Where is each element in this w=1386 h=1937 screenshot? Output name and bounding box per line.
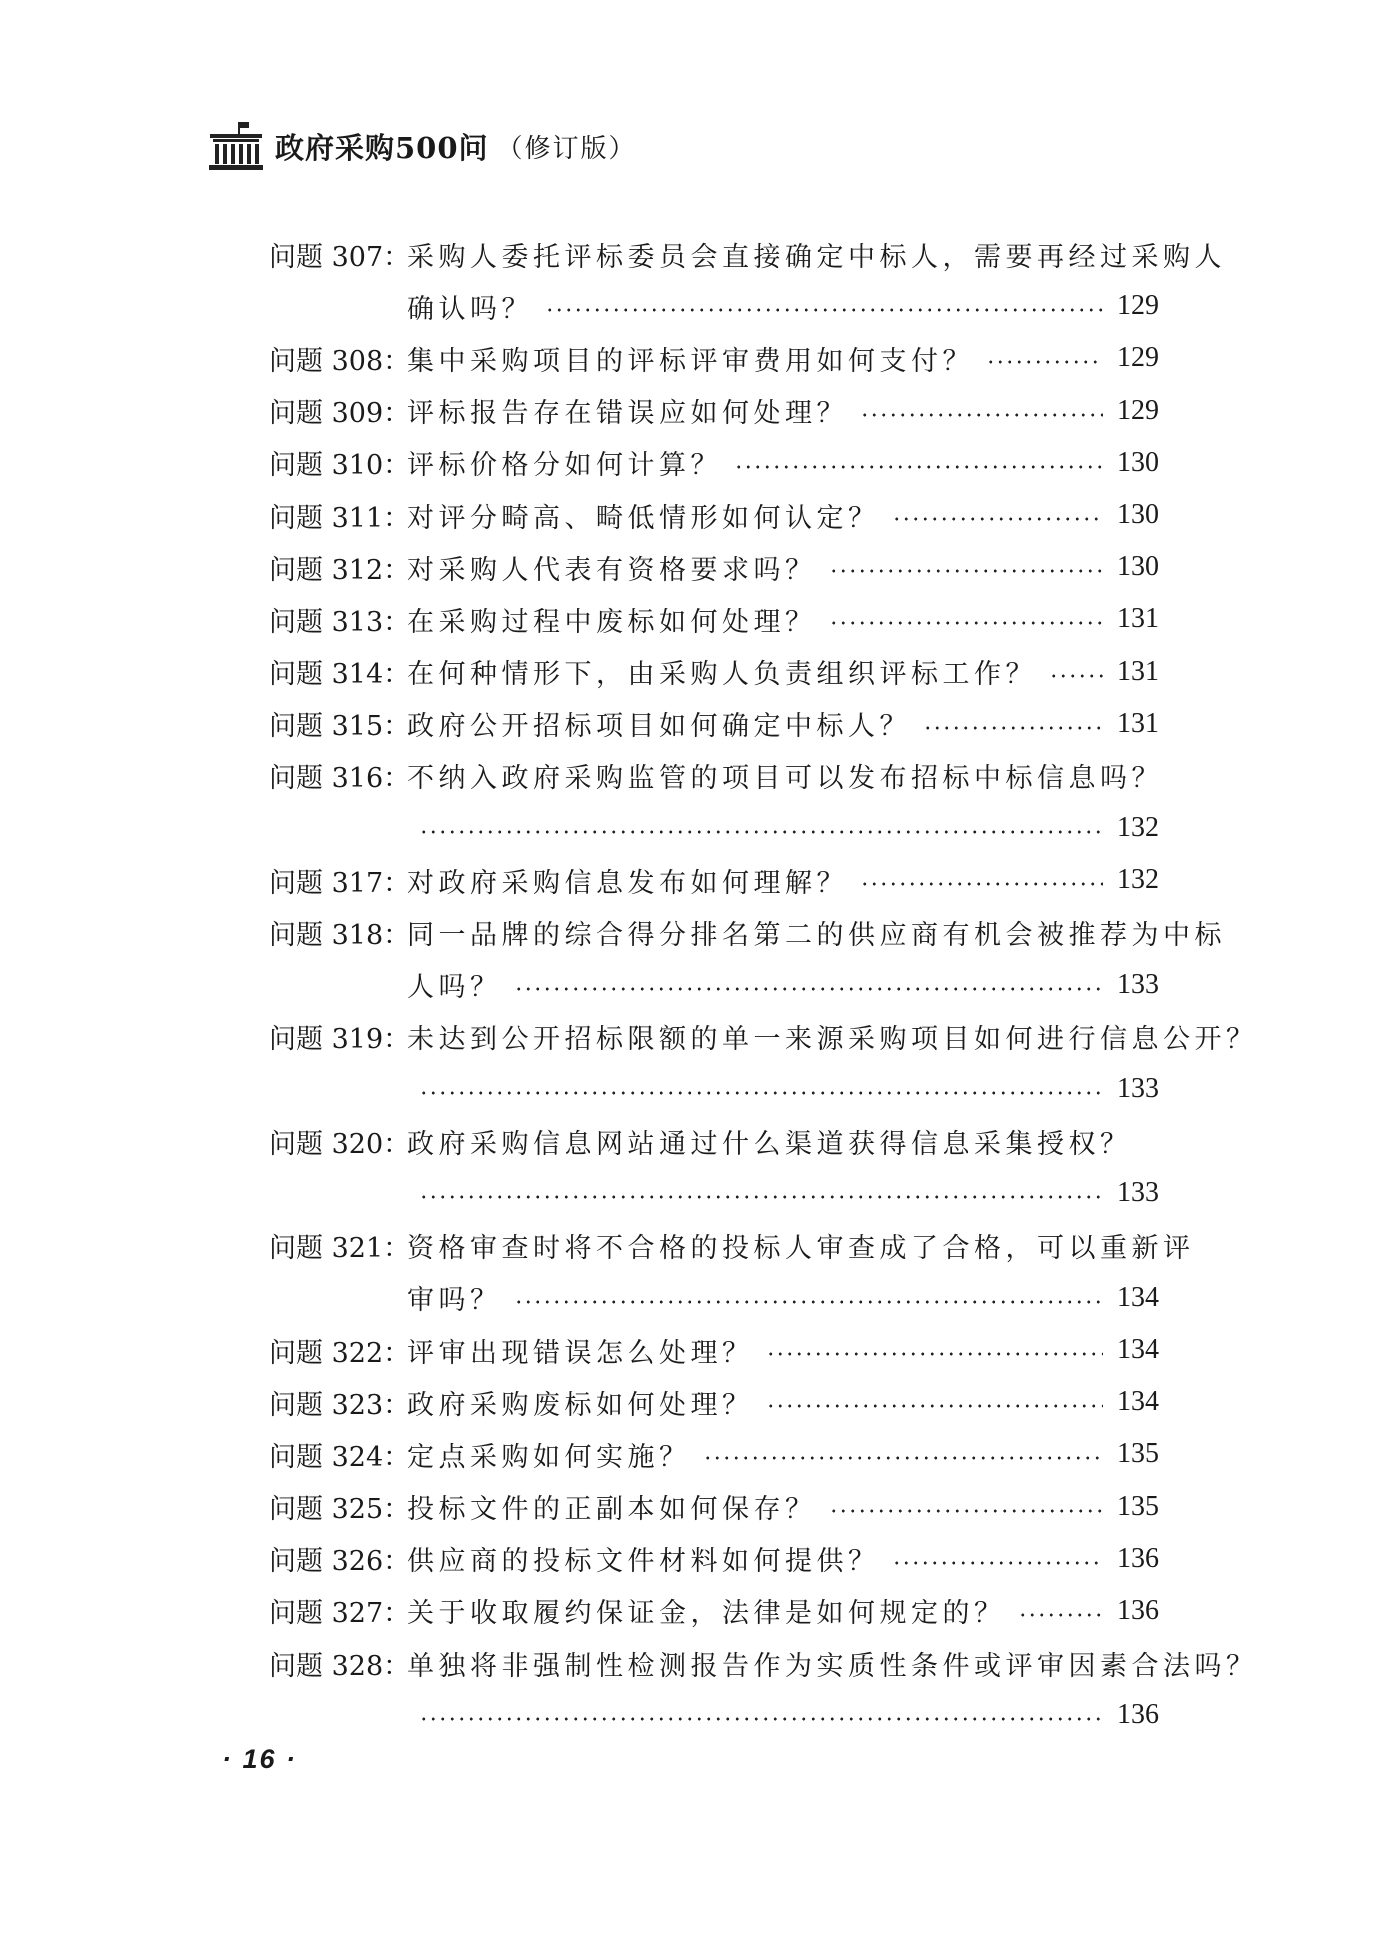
dot-leader xyxy=(545,308,1103,312)
page-reference: 129 xyxy=(1117,342,1159,374)
question-number: 问题 324： xyxy=(269,1441,411,1473)
question-title: 单独将非强制性检测报告作为实质性条件或评审因素合法吗？ xyxy=(407,1650,1258,1682)
toc-entry[interactable] xyxy=(269,1115,1159,1219)
question-title: 定点采购如何实施？ xyxy=(407,1441,691,1473)
question-number: 问题 315： xyxy=(269,711,411,743)
question-number: 问题 325： xyxy=(269,1494,411,1526)
question-number: 问题 308： xyxy=(269,345,411,377)
toc-entry-line xyxy=(269,593,1159,645)
toc-entry[interactable] xyxy=(269,332,1159,384)
toc-entry[interactable] xyxy=(269,646,1159,698)
toc-entry-line xyxy=(269,1115,1159,1167)
toc-entry-line xyxy=(269,1011,1258,1063)
dot-leader xyxy=(986,360,1103,364)
toc-entry[interactable] xyxy=(269,1637,1258,1741)
question-title: 政府公开招标项目如何确定中标人？ xyxy=(407,711,911,743)
question-number: 问题 313： xyxy=(269,606,411,638)
running-header xyxy=(207,120,637,172)
page-reference: 131 xyxy=(1117,603,1159,635)
toc-entry[interactable] xyxy=(269,228,1226,332)
question-title: 资格审查时将不合格的投标人审查成了合格，可以重新评 xyxy=(407,1233,1195,1265)
question-number: 问题 311： xyxy=(269,502,411,534)
page-reference: 135 xyxy=(1117,1438,1159,1470)
toc-entry-line xyxy=(269,1376,1159,1428)
dot-leader xyxy=(829,569,1104,573)
page-reference: 131 xyxy=(1117,655,1159,687)
question-number: 问题 327： xyxy=(269,1598,411,1630)
question-number: 问题 310： xyxy=(269,450,411,482)
page-reference: 132 xyxy=(1117,864,1159,896)
question-title: 政府采购信息网站通过什么渠道获得信息采集授权？ xyxy=(407,1128,1132,1160)
dot-leader xyxy=(419,1091,1103,1095)
question-title: 对政府采购信息发布如何理解？ xyxy=(407,867,848,899)
toc-entry-line xyxy=(269,1689,1159,1741)
question-title: 政府采购废标如何处理？ xyxy=(407,1389,754,1421)
dot-leader xyxy=(419,1717,1103,1721)
toc-entry-line xyxy=(269,228,1226,280)
toc-entry-line xyxy=(269,1533,1159,1585)
toc-entry-line xyxy=(269,280,1159,332)
page-reference: 134 xyxy=(1117,1386,1159,1418)
toc-entry[interactable] xyxy=(269,1481,1159,1533)
page-reference: 129 xyxy=(1117,394,1159,426)
question-title: 在何种情形下，由采购人负责组织评标工作？ xyxy=(407,659,1037,691)
dot-leader xyxy=(923,726,1103,730)
toc-entry[interactable] xyxy=(269,1011,1258,1115)
question-title: 审吗？ xyxy=(407,1285,502,1317)
question-title: 人吗？ xyxy=(407,972,502,1004)
page-number: · 16 · xyxy=(222,1744,298,1774)
toc-entry[interactable] xyxy=(269,906,1226,1010)
page-reference: 133 xyxy=(1117,1073,1159,1105)
toc-entry[interactable] xyxy=(269,385,1159,437)
question-title: 评标价格分如何计算？ xyxy=(407,450,722,482)
question-title: 评标报告存在错误应如何处理？ xyxy=(407,398,848,430)
toc-entry-line xyxy=(269,541,1159,593)
toc-entry[interactable] xyxy=(269,854,1159,906)
page-reference: 134 xyxy=(1117,1334,1159,1366)
toc-entry-line xyxy=(269,1272,1159,1324)
question-number: 问题 319： xyxy=(269,1024,411,1056)
toc-entry[interactable] xyxy=(269,593,1159,645)
toc-entry-line xyxy=(269,698,1159,750)
toc-entry-line xyxy=(269,1167,1159,1219)
toc-entry-line xyxy=(269,646,1159,698)
toc-entry-line xyxy=(269,1481,1159,1533)
toc-entry[interactable] xyxy=(269,1428,1159,1480)
question-number: 问题 320： xyxy=(269,1128,411,1160)
dot-leader xyxy=(829,1509,1104,1513)
toc-entry-line xyxy=(269,750,1163,802)
dot-leader xyxy=(514,1300,1104,1304)
toc-entry[interactable] xyxy=(269,437,1159,489)
question-number: 问题 314： xyxy=(269,659,411,691)
table-of-contents xyxy=(269,228,1258,1741)
page-reference: 133 xyxy=(1117,968,1159,1000)
toc-entry[interactable] xyxy=(269,1324,1159,1376)
toc-entry-line xyxy=(269,437,1159,489)
question-number: 问题 307： xyxy=(269,241,411,273)
question-title: 对评分畸高、畸低情形如何认定？ xyxy=(407,502,880,534)
dot-leader xyxy=(419,830,1103,834)
dot-leader xyxy=(860,882,1103,886)
question-number: 问题 309： xyxy=(269,398,411,430)
question-title: 集中采购项目的评标评审费用如何支付？ xyxy=(407,345,974,377)
dot-leader xyxy=(766,1352,1104,1356)
toc-entry-line xyxy=(269,802,1159,854)
toc-entry[interactable] xyxy=(269,1585,1159,1637)
toc-entry-line xyxy=(269,906,1226,958)
toc-entry-line xyxy=(269,385,1159,437)
toc-entry-line xyxy=(269,1428,1159,1480)
toc-entry-line xyxy=(269,854,1159,906)
question-number: 问题 321： xyxy=(269,1233,411,1265)
page-reference: 132 xyxy=(1117,812,1159,844)
dot-leader xyxy=(1049,674,1103,678)
dot-leader xyxy=(1018,1613,1104,1617)
book-title: 政府采购500问 xyxy=(275,130,489,165)
page-reference: 135 xyxy=(1117,1490,1159,1522)
dot-leader xyxy=(766,1404,1104,1408)
dot-leader xyxy=(419,1195,1103,1199)
dot-leader xyxy=(892,517,1104,521)
question-title: 关于收取履约保证金，法律是如何规定的？ xyxy=(407,1598,1006,1630)
dot-leader xyxy=(703,1456,1104,1460)
question-title: 确认吗？ xyxy=(407,293,533,325)
toc-entry-line xyxy=(269,489,1159,541)
question-title: 采购人委托评标委员会直接确定中标人，需要再经过采购人 xyxy=(407,241,1226,273)
toc-entry-line xyxy=(269,332,1159,384)
toc-entry[interactable] xyxy=(269,750,1163,854)
toc-entry-line xyxy=(269,1220,1195,1272)
question-title: 投标文件的正副本如何保存？ xyxy=(407,1494,817,1526)
page-reference: 130 xyxy=(1117,446,1159,478)
question-title: 同一品牌的综合得分排名第二的供应商有机会被推荐为中标 xyxy=(407,920,1226,952)
page-reference: 136 xyxy=(1117,1542,1159,1574)
page-reference: 130 xyxy=(1117,499,1159,531)
toc-entry[interactable] xyxy=(269,698,1159,750)
book-subtitle: （修订版） xyxy=(496,133,637,164)
page-reference: 136 xyxy=(1117,1699,1159,1731)
dot-leader xyxy=(892,1561,1104,1565)
question-number: 问题 328： xyxy=(269,1650,411,1682)
question-title: 未达到公开招标限额的单一来源采购项目如何进行信息公开？ xyxy=(407,1024,1258,1056)
question-number: 问题 316： xyxy=(269,763,411,795)
toc-entry-line xyxy=(269,1637,1258,1689)
toc-entry[interactable] xyxy=(269,489,1159,541)
toc-entry[interactable] xyxy=(269,1220,1195,1324)
dot-leader xyxy=(829,621,1104,625)
question-number: 问题 326： xyxy=(269,1546,411,1578)
toc-entry-line xyxy=(269,959,1159,1011)
page-reference: 133 xyxy=(1117,1177,1159,1209)
toc-entry[interactable] xyxy=(269,541,1159,593)
dot-leader xyxy=(514,987,1104,991)
question-number: 问题 317： xyxy=(269,867,411,899)
page-reference: 130 xyxy=(1117,551,1159,583)
toc-entry-line xyxy=(269,1324,1159,1376)
question-number: 问题 323： xyxy=(269,1389,411,1421)
government-building-icon xyxy=(207,120,265,172)
toc-entry-line xyxy=(269,1063,1159,1115)
page-reference: 129 xyxy=(1117,290,1159,322)
toc-entry[interactable] xyxy=(269,1533,1159,1585)
dot-leader xyxy=(734,465,1103,469)
toc-entry[interactable] xyxy=(269,1376,1159,1428)
question-number: 问题 318： xyxy=(269,920,411,952)
page-reference: 136 xyxy=(1117,1594,1159,1626)
question-title: 对采购人代表有资格要求吗？ xyxy=(407,554,817,586)
question-number: 问题 312： xyxy=(269,554,411,586)
toc-entry-line xyxy=(269,1585,1159,1637)
dot-leader xyxy=(860,413,1103,417)
question-title: 供应商的投标文件材料如何提供？ xyxy=(407,1546,880,1578)
question-title: 评审出现错误怎么处理？ xyxy=(407,1337,754,1369)
page-reference: 131 xyxy=(1117,707,1159,739)
question-title: 不纳入政府采购监管的项目可以发布招标中标信息吗？ xyxy=(407,763,1163,795)
question-number: 问题 322： xyxy=(269,1337,411,1369)
page-reference: 134 xyxy=(1117,1281,1159,1313)
question-title: 在采购过程中废标如何处理？ xyxy=(407,606,817,638)
